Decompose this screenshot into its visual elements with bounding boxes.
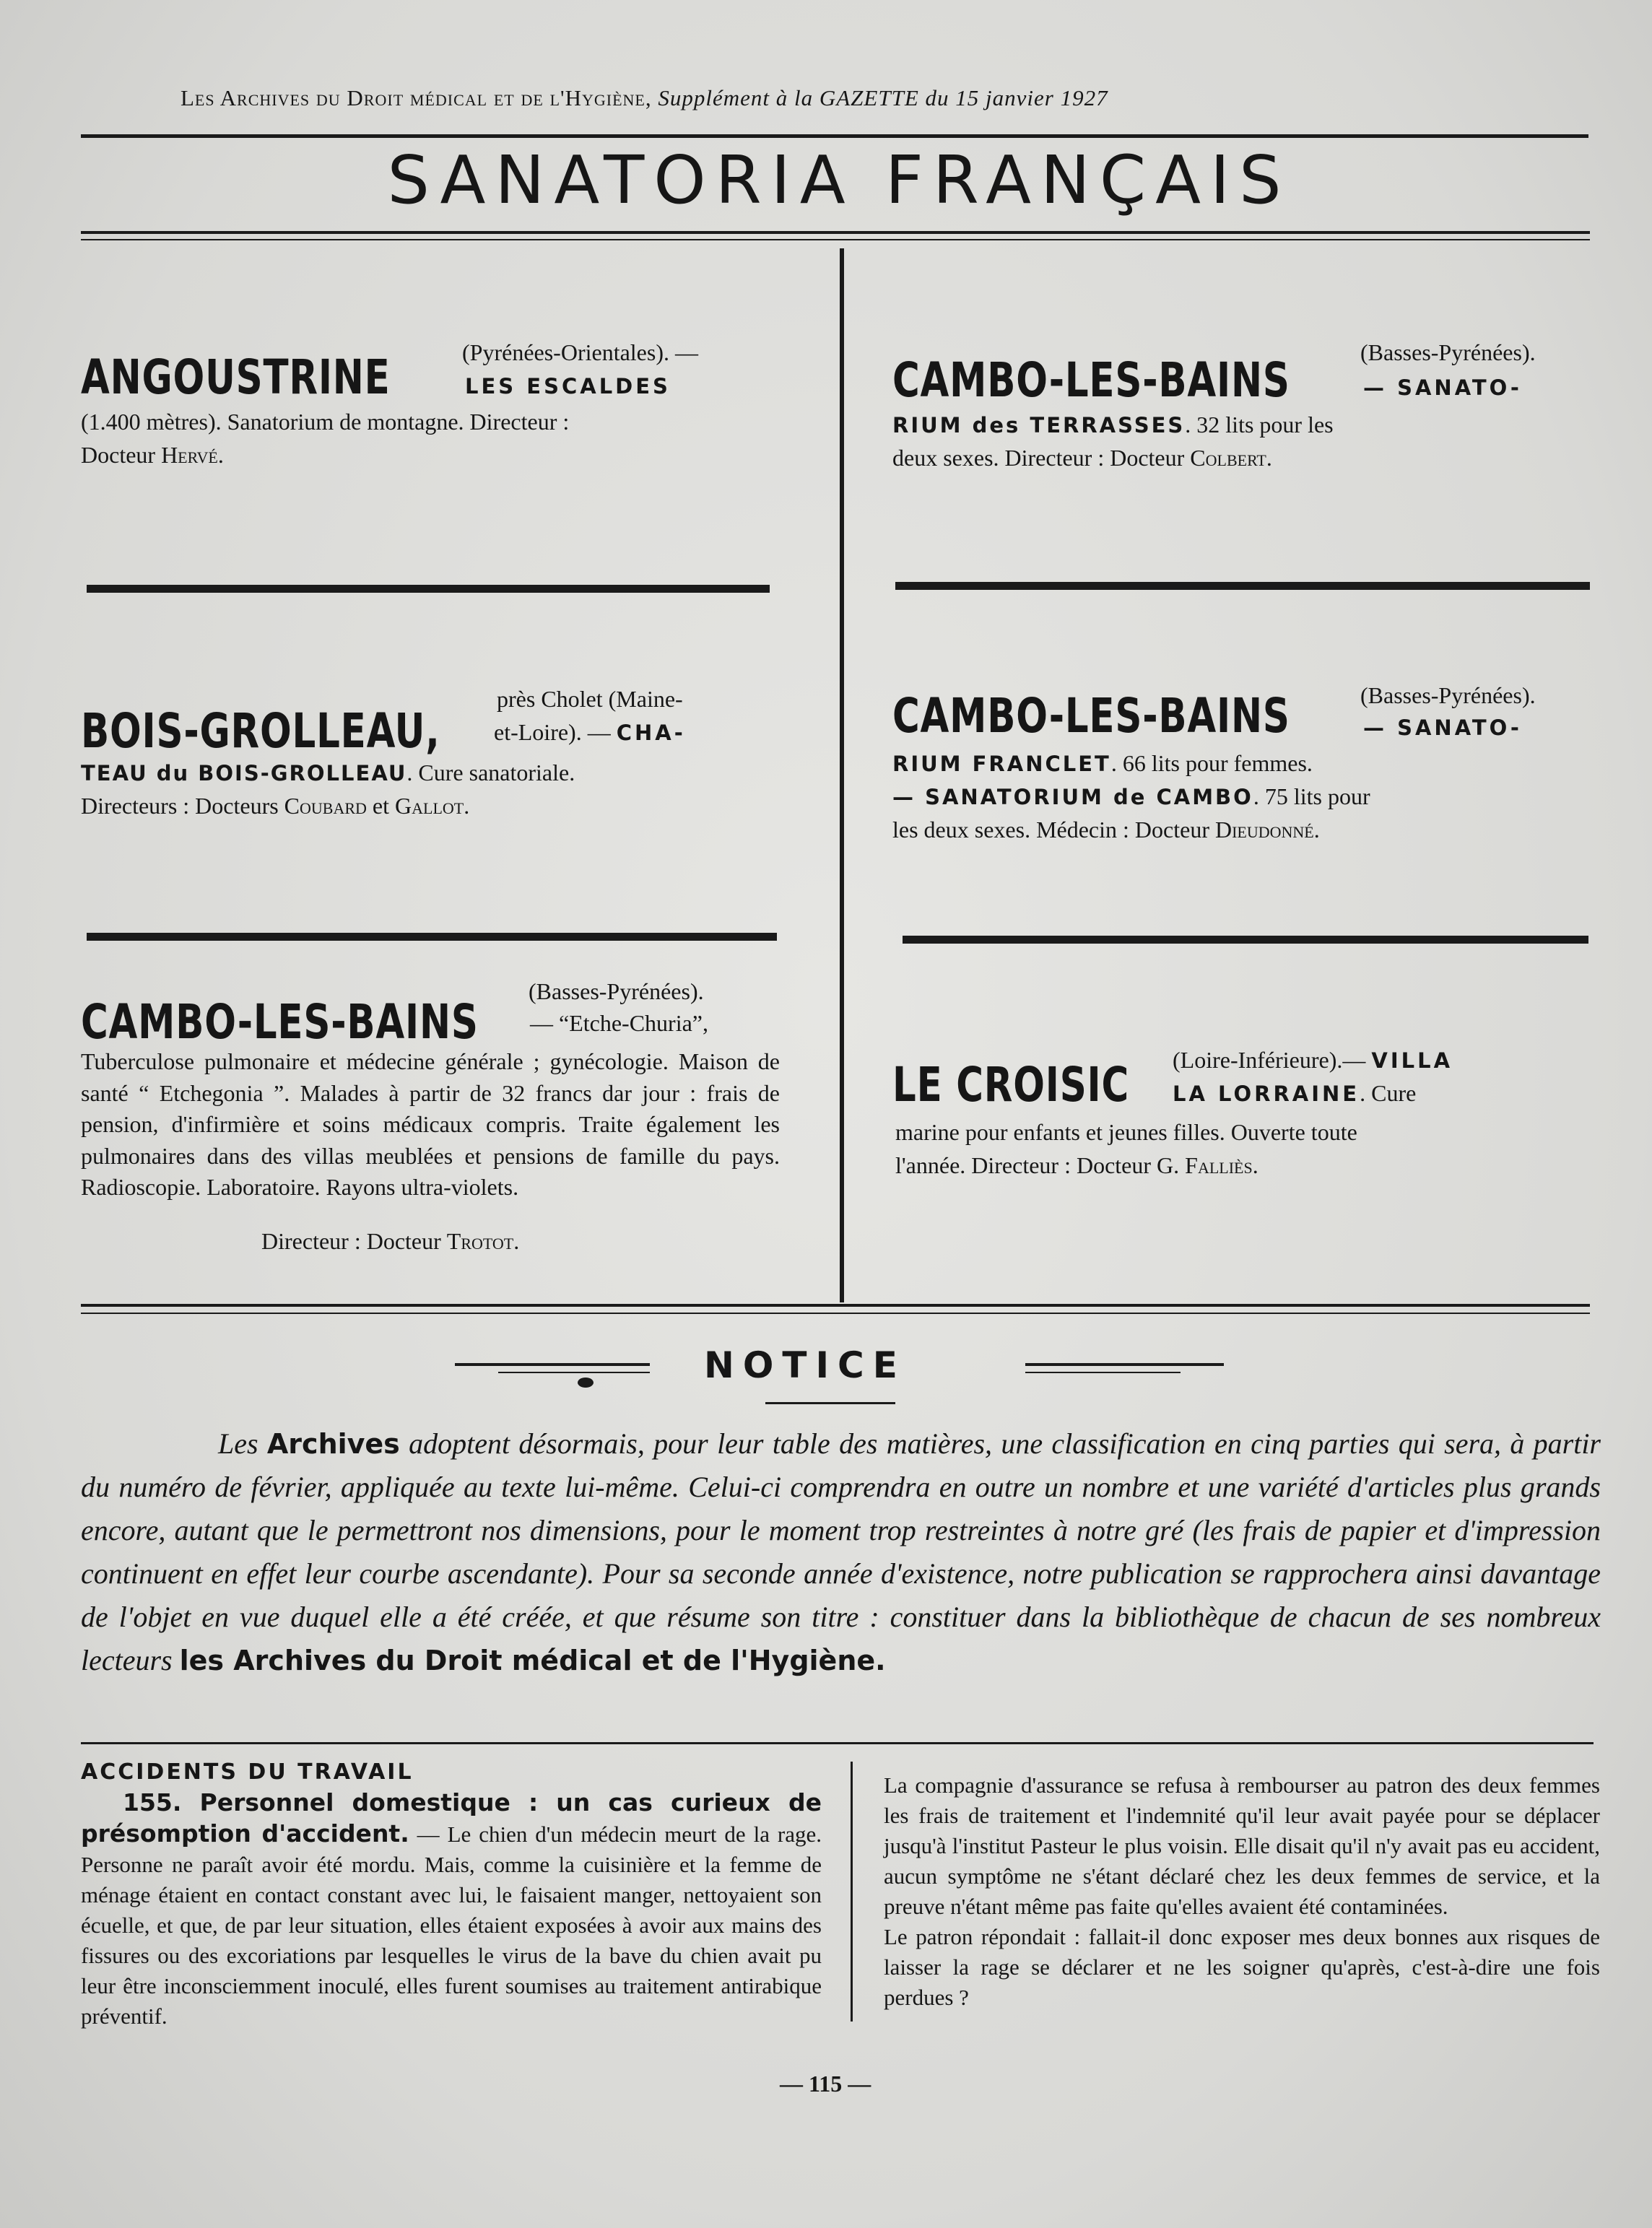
directory-rule-bottom — [81, 1313, 1590, 1314]
entry-cambo-terrasses — [892, 339, 1591, 484]
directory-rule-top — [81, 1304, 1590, 1307]
article-paragraph: Le patron répondait : fallait-il donc exposer mes deux bonnes aux risques de laisser la rage se déclarer et ne les soigner qu'après, c'est-à-dire une fois perdues ? — [884, 1924, 1600, 2010]
entry-location: (Basses-Pyrénées). — [1360, 339, 1536, 365]
entry-name: BOIS-GROLLEAU, — [81, 703, 440, 759]
entry-place: TEAU du BOIS-GROLLEAU — [81, 761, 407, 786]
entry-place: — SANATORIUM de CAMBO — [892, 785, 1253, 809]
entry-separator — [87, 585, 770, 593]
entry-separator — [87, 933, 777, 941]
entry-place: — SANATO- — [1363, 375, 1522, 400]
article-paragraph — [81, 1788, 822, 2032]
director-name: Dieudonné. — [1214, 817, 1320, 843]
notice-body — [81, 1422, 1601, 1682]
journal-brand: Archives — [266, 1428, 400, 1460]
notice-title: NOTICE — [704, 1344, 906, 1386]
entry-text: les deux sexes. Médecin : Docteur — [892, 817, 1215, 843]
entry-text: Directeurs : Docteurs — [81, 793, 284, 819]
article-right-column — [884, 1770, 1600, 2013]
entry-name: CAMBO-LES-BAINS — [892, 352, 1290, 408]
entry-text: . 75 lits pour — [1253, 783, 1370, 809]
entry-location: — “Etche-Churia”, — [530, 1010, 708, 1036]
notice-underline — [765, 1402, 895, 1404]
section-heading: ACCIDENTS DU TRAVAIL — [81, 1759, 414, 1785]
supplement-note: Supplément à la GAZETTE du 15 janvier 1927 — [658, 85, 1108, 110]
entry-line — [81, 442, 224, 469]
entry-line — [892, 750, 1313, 777]
article-left-column — [81, 1757, 822, 2032]
director-name: Coubard — [284, 793, 367, 819]
notice-ornament-right — [1025, 1363, 1224, 1366]
entry-line — [892, 445, 1272, 471]
journal-name: Les Archives du Droit médical et de l'Hygiène, — [181, 85, 652, 110]
entry-name: CAMBO-LES-BAINS — [81, 994, 479, 1050]
entry-place: LES ESCALDES — [465, 374, 671, 399]
column-divider — [840, 248, 844, 1302]
entry-text: Directeur : Docteur — [261, 1228, 447, 1254]
notice-ornament-left — [455, 1363, 650, 1366]
entry-body: Tuberculose pulmonaire et médecine générale ; gynécologie. Maison de santé “ Etchegonia ”. Malades à partir de 32 francs dar jour : frais de pension, d'infirmière et soins médicaux compris. Traite également les pulmonaires dans des villas meublées et pensions de famille du pays. Radioscopie. Laboratoire. Rayons ultra-violets. — [81, 1048, 780, 1200]
entry-name: ANGOUSTRINE — [81, 349, 391, 405]
entry-place: VILLA — [1371, 1048, 1453, 1073]
notice-ornament-dot — [578, 1378, 594, 1388]
entry-bois-grolleau — [81, 686, 780, 830]
entry-text: . 32 lits pour les — [1185, 412, 1334, 438]
entry-text: . 66 lits pour femmes. — [1110, 750, 1313, 776]
entry-place: RIUM des TERRASSES — [892, 413, 1186, 438]
notice-ornament-right-thin — [1025, 1372, 1181, 1373]
article-column-divider — [851, 1762, 853, 2022]
journal-brand: les Archives du Droit médical et de l'Hygiène. — [179, 1645, 886, 1676]
entry-text: . Cure — [1360, 1080, 1417, 1106]
article-title: Personnel domestique : un cas curieux de présomption d'accident. — [81, 1788, 822, 1848]
entry-cambo-franclet — [892, 682, 1591, 856]
entry-angoustrine — [81, 339, 780, 484]
entry-location: (Basses-Pyrénées). — [529, 978, 704, 1004]
entry-place: — SANATO- — [1363, 715, 1522, 740]
header-rule — [81, 134, 1588, 138]
notice-text: Les — [218, 1427, 267, 1460]
article-text: — Le chien d'un médecin meurt de la rage. Personne ne paraît avoir été mordu. Mais, comme la cuisinière et la femme de ménage étaient en contact constant avec lui, le faisaient manger, nettoyaient son écuelle, et que, de par leur situation, elles étaient exposées à avoir aux mains des fissures ou des excoriations par lesquelles le virus de la bave du chien avait pu leur être inconsciemment inoculé, elles furent soumises au traitement antirabique préventif. — [81, 1822, 822, 2029]
director-name: Gallot. — [395, 793, 470, 819]
article-number: 155. — [123, 1788, 182, 1816]
page-number: — 115 — — [780, 2071, 871, 2097]
entry-text: Docteur — [81, 442, 162, 468]
entry-location — [494, 719, 686, 746]
director-name: Trotot. — [446, 1228, 520, 1254]
entry-location — [1173, 1047, 1453, 1074]
entry-text: deux sexes. Directeur : Docteur — [892, 445, 1191, 471]
entry-place: RIUM FRANCLET — [892, 752, 1111, 776]
running-header — [181, 85, 1480, 111]
entry-line: marine pour enfants et jeunes filles. Ouverte toute — [895, 1119, 1357, 1145]
director-name: Colbert. — [1190, 445, 1272, 471]
entry-separator — [903, 936, 1588, 944]
entry-text: l'année. Directeur : Docteur G. — [895, 1152, 1186, 1178]
entry-le-croisic — [892, 1047, 1591, 1191]
entry-name: CAMBO-LES-BAINS — [892, 688, 1290, 744]
entry-location: (Pyrénées-Orientales). — — [462, 339, 698, 365]
entry-place: CHA- — [616, 721, 686, 745]
entry-name: LE CROISIC — [892, 1057, 1130, 1113]
director-name: Falliès. — [1185, 1152, 1258, 1178]
title-rule-bottom — [81, 239, 1590, 240]
notice-ornament-left-thin — [498, 1372, 650, 1373]
entry-text: et — [366, 793, 396, 819]
director-name: Hervé. — [161, 442, 224, 468]
title-rule-top — [81, 231, 1590, 234]
entry-cambo-etche-churia — [81, 978, 780, 1267]
entry-line: (1.400 mètres). Sanatorium de montagne. Directeur : — [81, 409, 570, 435]
entry-text: (Loire-Inférieure).— — [1173, 1047, 1372, 1073]
entry-place: LA LORRAINE — [1173, 1082, 1360, 1106]
notice-text: adoptent désormais, pour leur table des matières, une classification en cinq parties qui sera, à partir du numéro de février, appliquée au texte lui-même. Celui-ci comprendra en outre un nombre et une variété d'articles plus grands encore, autant que le permettront nos dimensions, pour le moment trop restreintes à notre gré (les frais de papier et d'impression continuent en effet leur courbe ascendante). Pour sa seconde année d'existence, notre publication se rapprochera ainsi davantage de l'objet en vue duquel elle a été créée, et que résume son titre : constituer dans la bibliothèque de chacun de ses nombreux lecteurs — [81, 1427, 1601, 1676]
entry-separator — [895, 582, 1590, 590]
entry-line — [81, 793, 469, 819]
entry-location: (Basses-Pyrénées). — [1360, 682, 1536, 708]
entry-line — [261, 1228, 519, 1255]
entry-text: . Cure sanatoriale. — [407, 760, 575, 786]
entry-line — [81, 760, 575, 786]
notice-bottom-rule — [81, 1742, 1594, 1744]
entry-location — [1173, 1080, 1416, 1107]
entry-line — [895, 1152, 1258, 1179]
entry-line — [892, 817, 1320, 843]
page-title: SANATORIA FRANÇAIS — [387, 142, 1291, 219]
entry-line — [892, 783, 1370, 810]
article-paragraph: La compagnie d'assurance se refusa à rembourser au patron des deux femmes les frais de traitement et l'indemnité qu'il leur avait payée pour se déplacer jusqu'à l'institut Pasteur le plus voisin. Elle disait qu'il n'y avait pas eu accident, aucun symptôme ne s'étant déclaré chez les deux femmes de service, et la preuve n'étant même pas faite qu'elles avaient été contaminées. — [884, 1772, 1600, 1919]
entry-line — [892, 412, 1334, 438]
entry-location: près Cholet (Maine- — [497, 686, 683, 712]
entry-text: et-Loire). — — [494, 719, 617, 745]
